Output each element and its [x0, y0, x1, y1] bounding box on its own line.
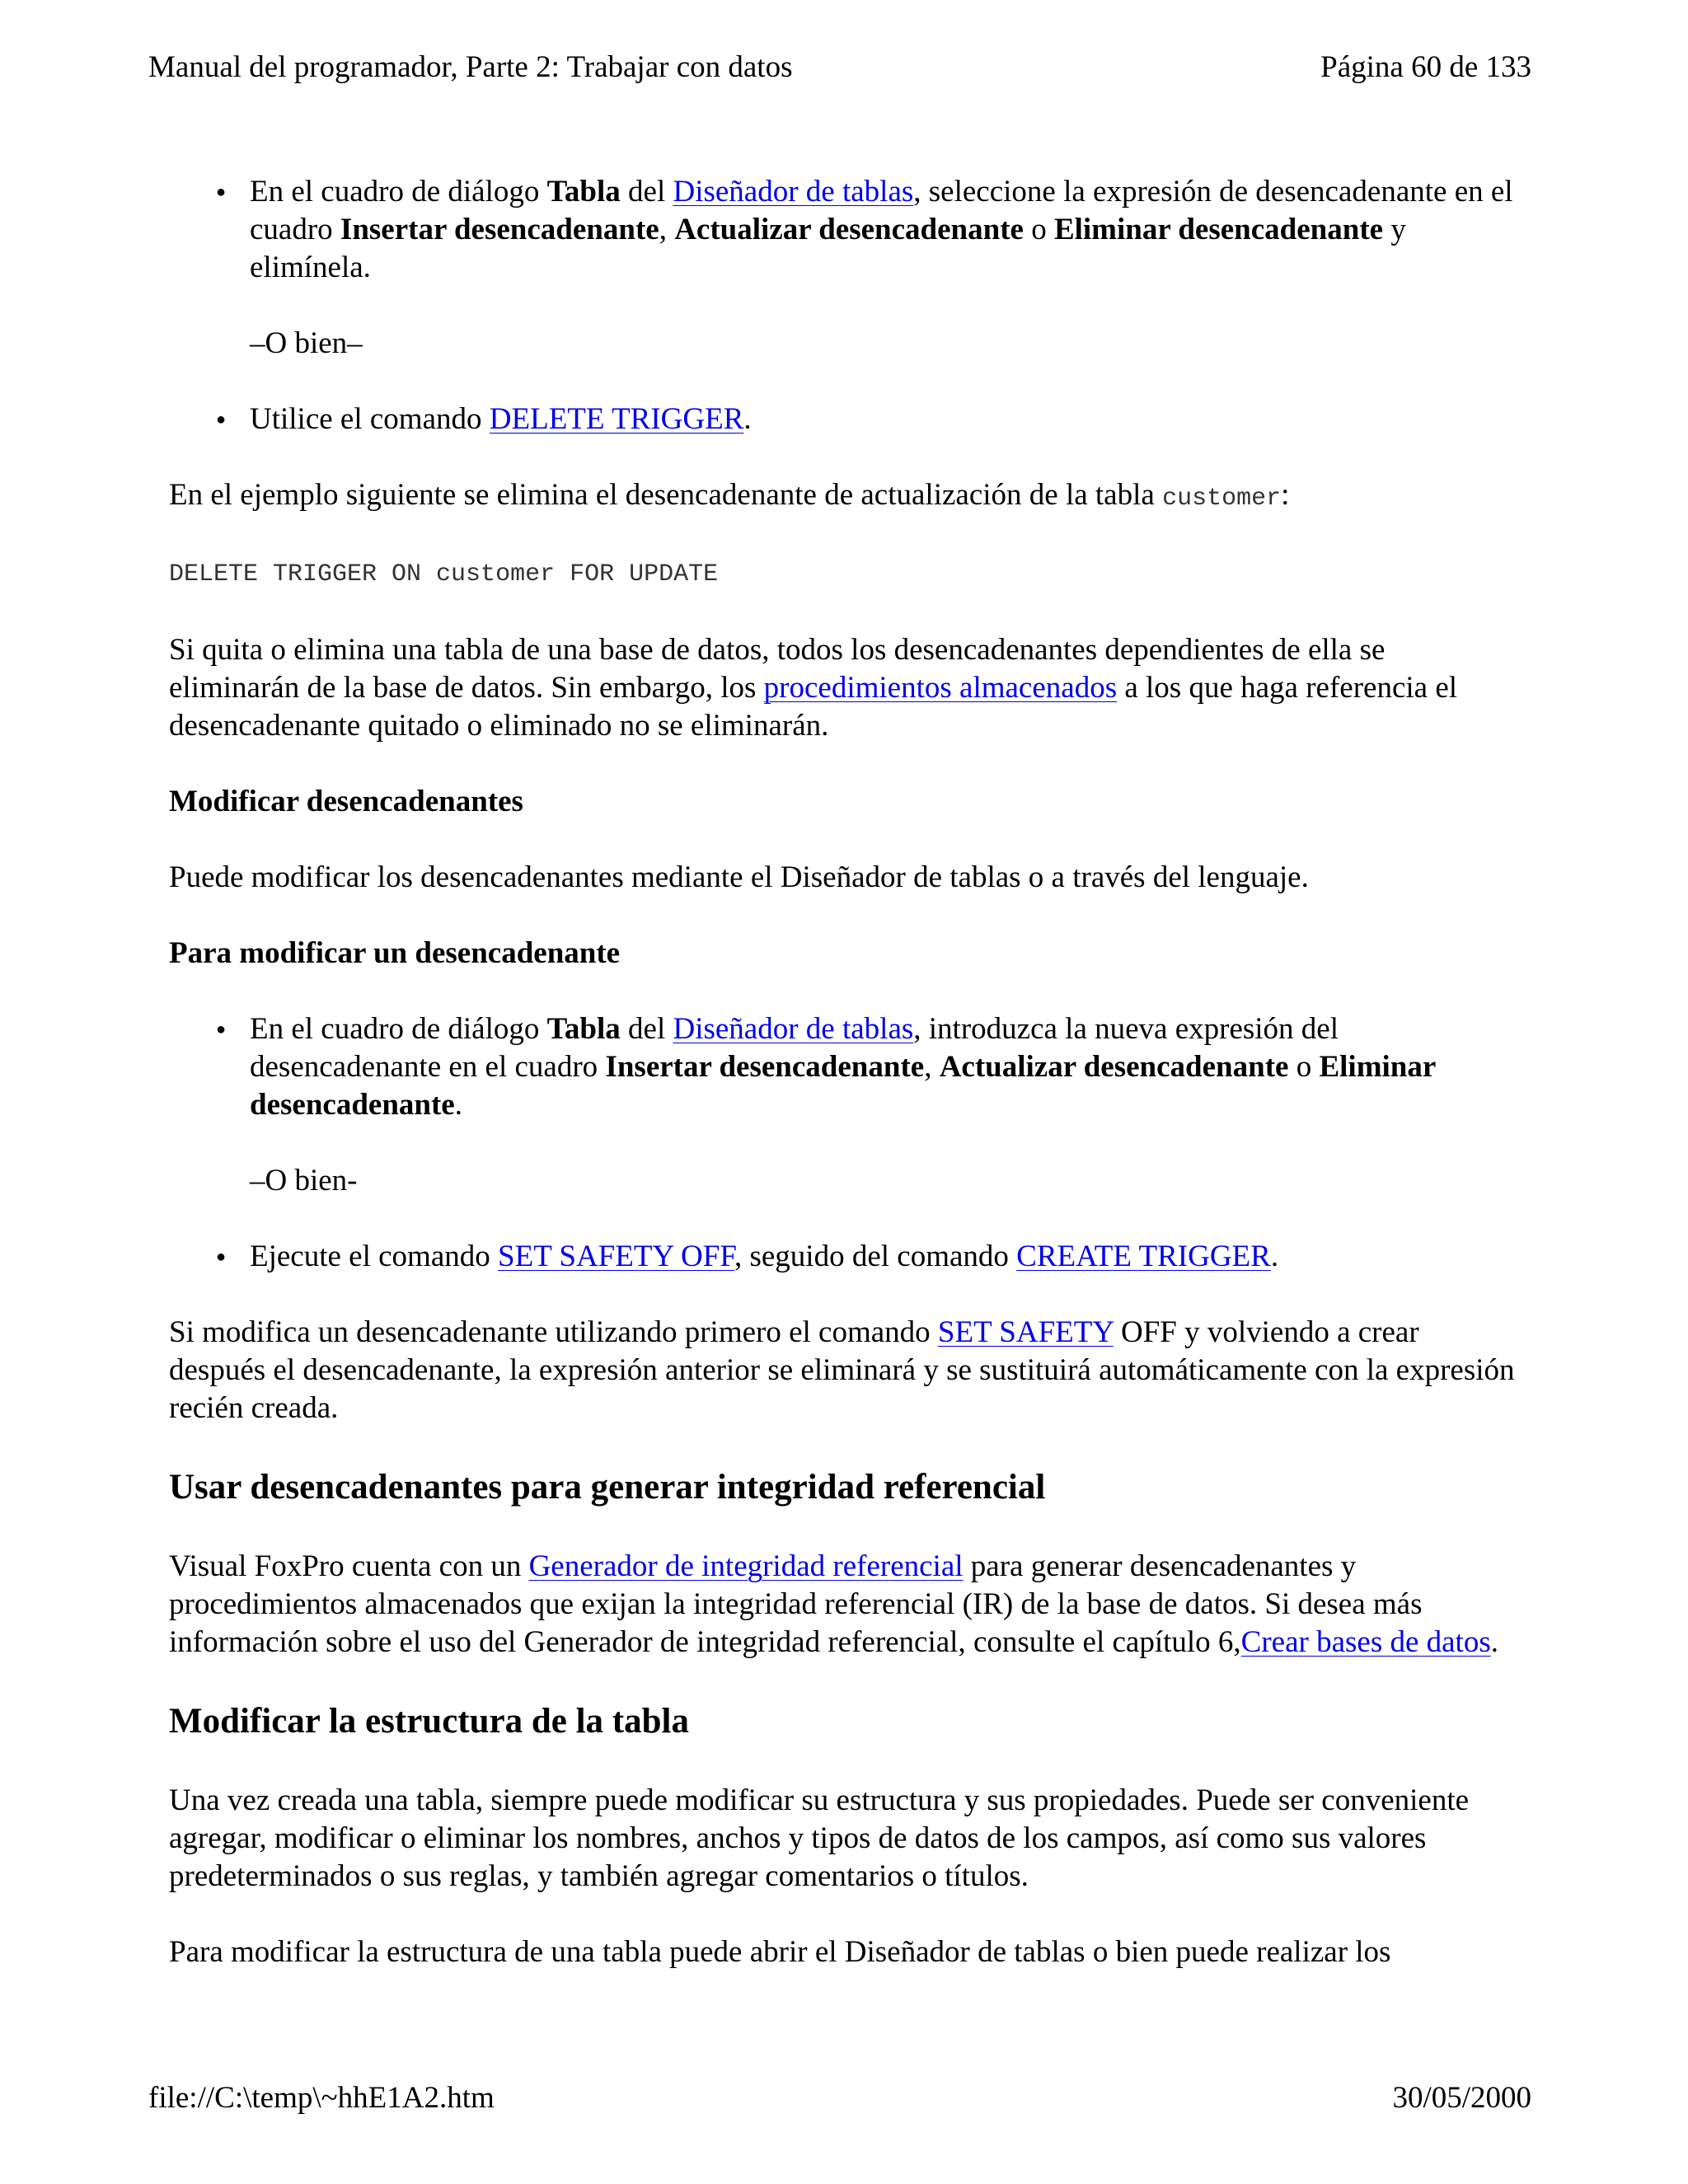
section-heading: Modificar la estructura de la tabla [169, 1702, 689, 1741]
paragraph: Para modificar la estructura de una tabla puede abrir el Diseñador de tablas o bien puede realizar los [169, 1935, 1391, 1969]
subheading: Modificar desencadenantes [169, 785, 523, 818]
paragraph: Si quita o elimina una tabla de una base de datos, todos los desencadenantes dependientes de ella se eliminarán de la base de datos. Sin embargo, los procedimientos almacenados a los que haga referencia el desencadenante quitado o eliminado no se eliminarán. [169, 633, 1458, 743]
section-heading: Usar desencadenantes para generar integridad referencial [169, 1468, 1046, 1507]
link-create-trigger[interactable]: CREATE TRIGGER [1016, 1240, 1271, 1273]
link-disenador-de-tablas[interactable]: Diseñador de tablas [673, 175, 914, 209]
page-header [148, 43, 1531, 92]
link-crear-bases-de-datos[interactable]: Crear bases de datos [1240, 1625, 1491, 1659]
file-path: file://C:\temp\~hhE1A2.htm [148, 2081, 495, 2115]
bullet-list [169, 1238, 1521, 1276]
link-procedimientos-almacenados[interactable]: procedimientos almacenados [763, 671, 1118, 705]
page-number: Página 60 de 133 [1320, 50, 1531, 84]
list-item: ● Ejecute el comando SET SAFETY OFF, seguido del comando CREATE TRIGGER. [169, 1238, 1521, 1276]
link-generador-integridad-referencial[interactable]: Generador de integridad referencial [528, 1549, 964, 1583]
paragraph: En el ejemplo siguiente se elimina el desencadenante de actualización de la tabla customer: [169, 478, 1290, 513]
print-date: 30/05/2000 [1392, 2081, 1531, 2115]
link-disenador-de-tablas[interactable]: Diseñador de tablas [673, 1012, 914, 1046]
or-separator: –O bien– [250, 326, 363, 360]
paragraph: Una vez creada una tabla, siempre puede modificar su estructura y sus propiedades. Puede ser conveniente agregar, modificar o eliminar los nombres, anchos y tipos de datos de los campos, así como sus valores predeterminados o sus reglas, y también agregar comentarios o títulos. [169, 1783, 1470, 1893]
inline-code: customer [1162, 485, 1282, 513]
bullet-list [169, 173, 1521, 287]
paragraph: Puede modificar los desencadenantes mediante el Diseñador de tablas o a través del lenguaje. [169, 860, 1309, 894]
link-delete-trigger[interactable]: DELETE TRIGGER [489, 402, 744, 436]
or-separator: –O bien- [250, 1164, 358, 1197]
paragraph: Visual FoxPro cuenta con un Generador de integridad referencial para generar desencadenantes y procedimientos almacenados que exijan la integridad referencial (IR) de la base de datos. Si desea más información sobre el uso del Generador de integridad referencial, consulte el capítulo 6,Crear bases de datos. [169, 1549, 1498, 1659]
link-set-safety[interactable]: SET SAFETY [937, 1315, 1114, 1349]
list-item: ● En el cuadro de diálogo Tabla del Diseñador de tablas, introduzca la nueva expresión del desencadenante en el cuadro Insertar desencadenante, Actualizar desencadenante o Eliminar desencadenante. [169, 1010, 1521, 1124]
bullet-list [169, 1010, 1521, 1124]
document-title: Manual del programador, Parte 2: Trabajar con datos [148, 50, 793, 84]
page-footer [148, 2074, 1531, 2123]
bullet-list [169, 401, 1521, 438]
subheading: Para modificar un desencadenante [169, 936, 621, 970]
list-item: ● Utilice el comando DELETE TRIGGER. [169, 401, 1521, 438]
list-item: ● En el cuadro de diálogo Tabla del Diseñador de tablas, seleccione la expresión de desencadenante en el cuadro Insertar desencadenante, Actualizar desencadenante o Eliminar desencadenante y elimínela. [169, 173, 1521, 287]
paragraph: Si modifica un desencadenante utilizando primero el comando SET SAFETY OFF y volviendo a crear después el desencadenante, la expresión anterior se eliminará y se sustituirá automáticamente con la expresión recién creada. [169, 1315, 1515, 1425]
link-set-safety-off[interactable]: SET SAFETY OFF [498, 1240, 734, 1273]
document-body [169, 173, 1521, 2013]
code-sample: DELETE TRIGGER ON customer FOR UPDATE [169, 560, 719, 588]
